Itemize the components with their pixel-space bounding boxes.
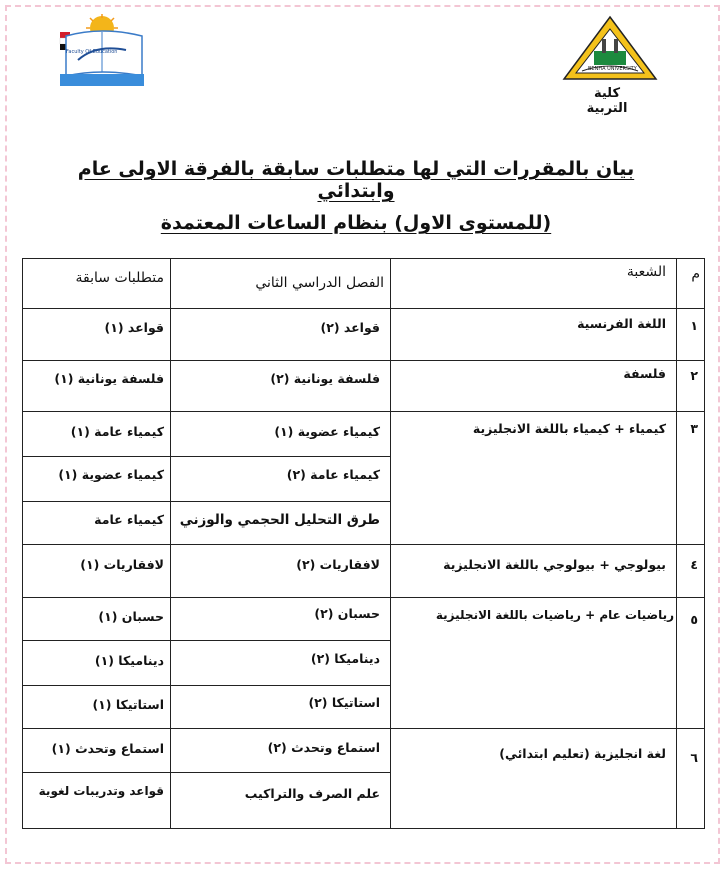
course-cell: كيمياء عامة (٢) — [286, 467, 380, 482]
course-cell: ديناميكا (٢) — [310, 651, 380, 666]
course-cell: كيمياء عضوية (١) — [274, 424, 380, 439]
faculty-name: كلية التربية — [586, 86, 628, 116]
division-cell: كيمياء + كيمياء باللغة الانجليزية — [472, 421, 666, 436]
division-cell: لغة انجليزية (تعليم ابتدائي) — [499, 746, 666, 761]
course-cell: قواعد (٢) — [320, 320, 380, 335]
row-divider — [22, 544, 705, 545]
course-cell: لافقاريات (٢) — [296, 557, 380, 572]
row-divider — [22, 772, 390, 773]
row-number: ٤ — [690, 557, 698, 572]
header-prereq: متطلبات سابقة — [75, 270, 164, 286]
row-divider — [22, 640, 390, 641]
course-cell: فلسفة يونانية (٢) — [270, 371, 380, 386]
prereq-cell: فلسفة يونانية (١) — [54, 371, 164, 386]
logo-left-text: Faculty Of Education — [66, 49, 118, 55]
division-cell: رياضيات عام + رياضيات باللغة الانجليزية — [435, 608, 674, 622]
header-division: الشعبة — [626, 264, 666, 280]
logo-right-text: BENHA UNIVERSITY — [588, 66, 637, 72]
row-divider — [22, 308, 705, 309]
prereq-cell: حسبان (١) — [98, 609, 164, 624]
row-number: ٢ — [690, 368, 698, 383]
row-divider — [22, 685, 390, 686]
row-divider — [22, 411, 705, 412]
document-title: بيان بالمقررات التي لها متطلبات سابقة بالفرقة الاولى عام وابتدائي — [77, 158, 635, 202]
course-cell: علم الصرف والتراكيب — [244, 786, 380, 801]
row-number: ٦ — [690, 750, 698, 765]
row-number: ٣ — [690, 421, 698, 436]
prereq-cell: قواعد (١) — [104, 320, 164, 335]
prereq-cell: كيمياء عامة (١) — [70, 424, 164, 439]
division-cell: اللغة الفرنسية — [577, 316, 666, 331]
row-number: ١ — [690, 318, 698, 333]
row-divider — [22, 728, 705, 729]
header-semester: الفصل الدراسي الثاني — [255, 275, 384, 291]
row-divider — [22, 456, 390, 457]
row-divider — [22, 501, 390, 502]
row-divider — [22, 360, 705, 361]
prereq-cell: استماع وتحدث (١) — [51, 741, 164, 756]
division-cell: فلسفة — [623, 366, 666, 381]
prereq-cell: استاتيكا (١) — [92, 697, 164, 712]
document-subtitle: (للمستوى الاول) بنظام الساعات المعتمدة — [160, 212, 552, 234]
row-number: ٥ — [690, 612, 698, 627]
course-cell: حسبان (٢) — [314, 606, 380, 621]
row-divider — [22, 597, 705, 598]
prereq-cell: ديناميكا (١) — [94, 653, 164, 668]
prereq-cell: قواعد وتدريبات لغوية — [38, 784, 164, 798]
header-num: م — [691, 266, 700, 282]
prereq-cell: كيمياء عامة — [94, 512, 164, 527]
prereq-cell: كيمياء عضوية (١) — [58, 467, 164, 482]
prereq-cell: لافقاريات (١) — [80, 557, 164, 572]
course-cell: استاتيكا (٢) — [308, 695, 380, 710]
division-cell: بيولوجي + بيولوجي باللغة الانجليزية — [443, 557, 666, 572]
course-cell: طرق التحليل الحجمي والوزني — [179, 512, 380, 528]
course-cell: استماع وتحدث (٢) — [267, 740, 380, 755]
